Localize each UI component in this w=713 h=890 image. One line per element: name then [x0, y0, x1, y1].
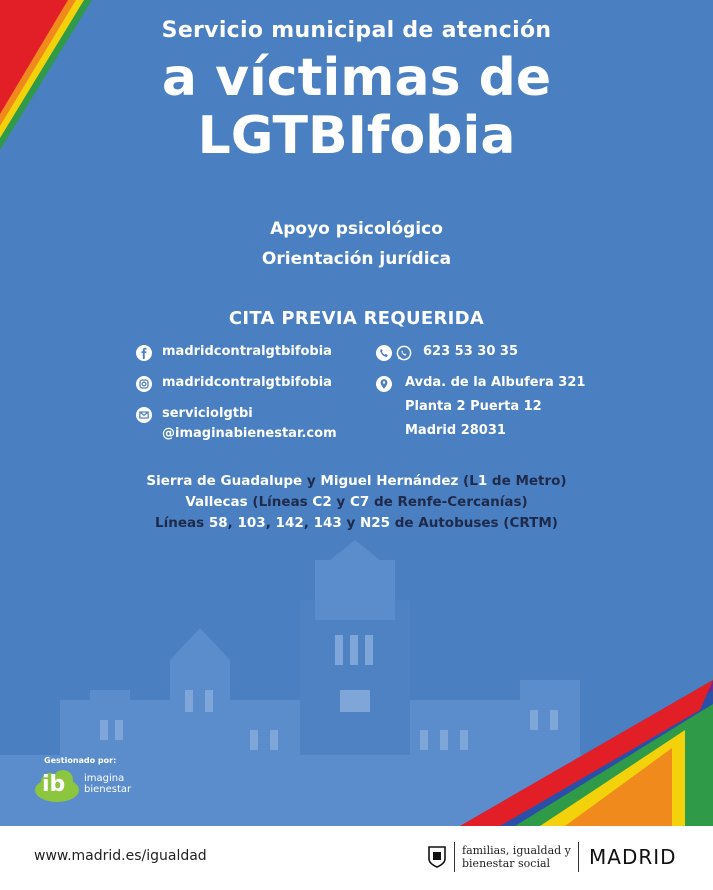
madrid-crest-icon [428, 846, 446, 868]
footer-divider-1 [454, 842, 455, 872]
transit-renfe-y: y [331, 494, 350, 510]
transit-stop-3: Vallecas [185, 494, 253, 510]
transit-bus-prefix: Líneas [155, 515, 209, 531]
footer-department-line2: bienestar social [462, 857, 551, 870]
transit-bus-142: 142 [275, 515, 304, 531]
transit-bus-58: 58 [208, 515, 228, 531]
email-line1: serviciolgtbi [162, 406, 253, 421]
transit-renfe-prefix: (Líneas [252, 494, 313, 510]
transit-renfe-c7: C7 [349, 494, 370, 510]
address-line2: Planta 2 Puerta 12 [405, 399, 542, 414]
title-line1: Servicio municipal de atención [161, 18, 552, 43]
phone-icon [376, 345, 392, 361]
footer-url[interactable]: www.madrid.es/igualdad [34, 848, 207, 864]
transit-renfe-suffix: de Renfe-Cercanías) [369, 494, 528, 510]
transit-bus-n25: N25 [359, 515, 391, 531]
title-line3: LGTBIfobia [197, 106, 516, 166]
email-link[interactable] [162, 404, 337, 444]
footer [0, 826, 713, 890]
imagina-name [84, 773, 131, 795]
footer-department [462, 844, 571, 870]
transit-bus [0, 513, 713, 534]
phone-number[interactable]: 623 53 30 35 [423, 344, 518, 359]
facebook-icon [136, 345, 152, 361]
location-icon [376, 376, 392, 392]
imagina-name-line2: bienestar [84, 784, 132, 795]
managed-by-label: Gestionado por: [44, 756, 117, 765]
instagram-link[interactable]: madridcontralgtbifobia [162, 375, 332, 390]
instagram-icon [136, 376, 152, 392]
transit-stop-2: Miguel Hernández [315, 473, 464, 489]
transit-conj-1: y [306, 473, 316, 489]
transit-bus-sep2: , [265, 515, 276, 531]
footer-divider-2 [578, 842, 579, 872]
address [405, 373, 585, 441]
footer-city: MADRID [589, 845, 677, 869]
service-legal: Orientación jurídica [261, 249, 452, 269]
email-line2: @imaginabienestar.com [162, 426, 337, 441]
address-line1: Avda. de la Albufera 321 [405, 375, 586, 390]
transit-metro-line: 1 [477, 473, 488, 489]
title-line2: a víctimas de [161, 48, 552, 108]
transit-metro [0, 471, 713, 492]
rainbow-corner-bottom [460, 680, 713, 826]
service-psychological: Apoyo psicológico [270, 219, 443, 239]
transit-metro-close: de Metro) [487, 473, 567, 489]
transit-metro-open: (L [463, 473, 478, 489]
transit-bus-y: y [341, 515, 360, 531]
transit-stop-1: Sierra de Guadalupe [146, 473, 307, 489]
appointment-required: CITA PREVIA REQUERIDA [228, 308, 485, 329]
imagina-logo-text: ib [42, 772, 66, 797]
transit-bus-suffix: de Autobuses (CRTM) [390, 515, 558, 531]
address-line3: Madrid 28031 [405, 423, 506, 438]
footer-department-line1: familias, igualdad y [462, 844, 571, 857]
email-icon [136, 407, 152, 423]
transit-bus-103: 103 [237, 515, 266, 531]
transit-bus-sep1: , [227, 515, 238, 531]
facebook-link[interactable]: madridcontralgtbifobia [162, 344, 332, 359]
transit-renfe-c2: C2 [312, 494, 332, 510]
imagina-logo [32, 768, 82, 804]
imagina-name-line1: imagina [84, 773, 125, 784]
transit-bus-sep3: , [303, 515, 314, 531]
transit-bus-143: 143 [313, 515, 342, 531]
whatsapp-icon [396, 345, 412, 361]
transit-renfe [0, 492, 713, 513]
